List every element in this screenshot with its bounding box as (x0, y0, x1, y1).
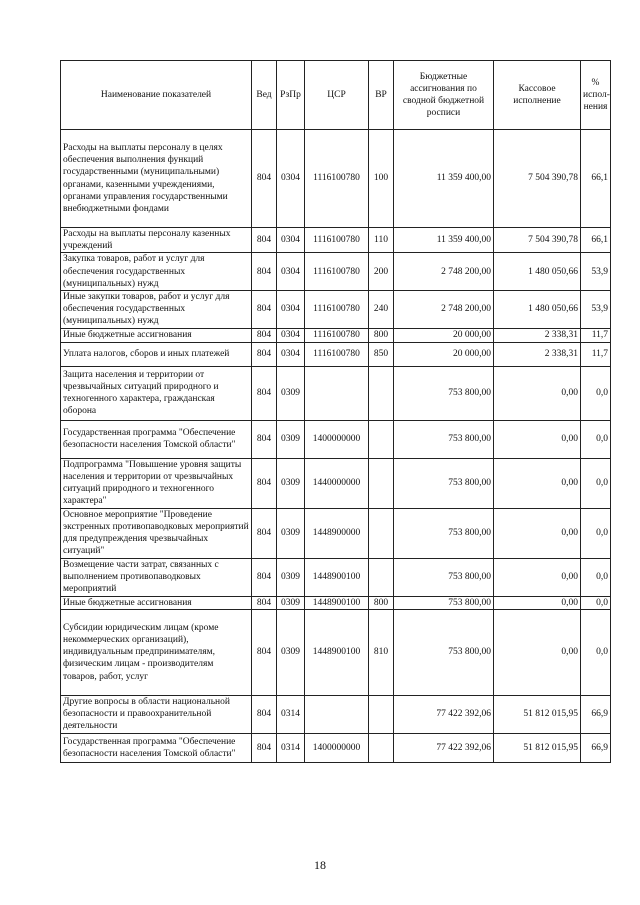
table-body (61, 130, 611, 763)
cash-cell: 51 812 015,95 (494, 695, 581, 733)
ved-cell: 804 (252, 253, 277, 291)
header-name: Наименование показателей (61, 61, 252, 130)
percent-cell: 0,0 (581, 366, 611, 420)
csr-cell (305, 366, 369, 420)
header-percent: % испол-нения (581, 61, 611, 130)
name-cell: Закупка товаров, работ и услуг для обеспечения государственных (муниципальных) нужд (61, 253, 252, 291)
percent-cell: 66,9 (581, 733, 611, 762)
assignments-cell: 2 748 200,00 (394, 253, 494, 291)
table-row (61, 366, 611, 420)
csr-cell: 1448900100 (305, 558, 369, 596)
assignments-cell: 753 800,00 (394, 609, 494, 695)
vr-cell: 850 (369, 342, 394, 366)
table-row (61, 342, 611, 366)
assignments-cell: 753 800,00 (394, 420, 494, 458)
assignments-cell: 77 422 392,06 (394, 695, 494, 733)
rzpr-cell: 0309 (277, 366, 305, 420)
rzpr-cell: 0304 (277, 328, 305, 342)
table-row (61, 328, 611, 342)
name-cell: Расходы на выплаты персоналу в целях обеспечения выполнения функций государственными (муниципальными) органами, казенными учреждениями, органами управления государственными внебюджетными фондами (61, 130, 252, 228)
header-cash: Кассовое исполнение (494, 61, 581, 130)
assignments-cell: 20 000,00 (394, 328, 494, 342)
table-row (61, 733, 611, 762)
budget-execution-table (60, 60, 611, 763)
assignments-cell: 753 800,00 (394, 366, 494, 420)
ved-cell: 804 (252, 328, 277, 342)
assignments-cell: 753 800,00 (394, 596, 494, 609)
csr-cell: 1448900100 (305, 596, 369, 609)
table-row (61, 596, 611, 609)
rzpr-cell: 0309 (277, 458, 305, 508)
csr-cell: 1448900000 (305, 508, 369, 558)
cash-cell: 0,00 (494, 366, 581, 420)
rzpr-cell: 0309 (277, 508, 305, 558)
vr-cell (369, 508, 394, 558)
percent-cell: 53,9 (581, 253, 611, 291)
csr-cell: 1400000000 (305, 733, 369, 762)
page-number: 18 (314, 858, 326, 872)
table-row (61, 228, 611, 253)
cash-cell: 2 338,31 (494, 342, 581, 366)
rzpr-cell: 0309 (277, 596, 305, 609)
percent-cell: 11,7 (581, 342, 611, 366)
ved-cell: 804 (252, 420, 277, 458)
name-cell: Подпрограмма "Повышение уровня защиты населения и территории от чрезвычайных ситуаций природного и техногенного характера" (61, 458, 252, 508)
cash-cell: 2 338,31 (494, 328, 581, 342)
name-cell: Субсидии юридическим лицам (кроме некоммерческих организаций), индивидуальным предпринимателям, физическим лицам - производителям товаров, работ, услуг (61, 609, 252, 695)
table-row (61, 508, 611, 558)
vr-cell (369, 733, 394, 762)
name-cell: Возмещение части затрат, связанных с выполнением противопаводковых мероприятий (61, 558, 252, 596)
header-csr: ЦСР (305, 61, 369, 130)
percent-cell: 0,0 (581, 609, 611, 695)
assignments-cell: 753 800,00 (394, 458, 494, 508)
percent-cell: 66,1 (581, 130, 611, 228)
assignments-cell: 2 748 200,00 (394, 291, 494, 329)
name-cell: Другие вопросы в области национальной безопасности и правоохранительной деятельности (61, 695, 252, 733)
vr-cell: 810 (369, 609, 394, 695)
name-cell: Основное мероприятие "Проведение экстренных противопаводковых мероприятий для предупреждения чрезвычайных ситуаций" (61, 508, 252, 558)
name-cell: Защита населения и территории от чрезвычайных ситуаций природного и техногенного характера, гражданская оборона (61, 366, 252, 420)
rzpr-cell: 0314 (277, 733, 305, 762)
name-cell: Государственная программа "Обеспечение безопасности населения Томской области" (61, 420, 252, 458)
vr-cell: 200 (369, 253, 394, 291)
ved-cell: 804 (252, 130, 277, 228)
ved-cell: 804 (252, 291, 277, 329)
csr-cell: 1116100780 (305, 228, 369, 253)
percent-cell: 0,0 (581, 508, 611, 558)
table-row (61, 130, 611, 228)
vr-cell (369, 695, 394, 733)
vr-cell (369, 558, 394, 596)
csr-cell: 1400000000 (305, 420, 369, 458)
csr-cell: 1448900100 (305, 609, 369, 695)
csr-cell: 1116100780 (305, 253, 369, 291)
rzpr-cell: 0309 (277, 558, 305, 596)
header-assignments: Бюджетные ассигнования по сводной бюджетной росписи (394, 61, 494, 130)
table-header-row (61, 61, 611, 130)
table-row (61, 695, 611, 733)
cash-cell: 7 504 390,78 (494, 130, 581, 228)
vr-cell: 240 (369, 291, 394, 329)
rzpr-cell: 0304 (277, 130, 305, 228)
table-row (61, 420, 611, 458)
table-row (61, 253, 611, 291)
rzpr-cell: 0304 (277, 291, 305, 329)
csr-cell: 1116100780 (305, 342, 369, 366)
ved-cell: 804 (252, 733, 277, 762)
percent-cell: 66,9 (581, 695, 611, 733)
percent-cell: 0,0 (581, 596, 611, 609)
assignments-cell: 11 359 400,00 (394, 228, 494, 253)
vr-cell (369, 458, 394, 508)
assignments-cell: 11 359 400,00 (394, 130, 494, 228)
ved-cell: 804 (252, 508, 277, 558)
cash-cell: 1 480 050,66 (494, 253, 581, 291)
vr-cell: 800 (369, 328, 394, 342)
ved-cell: 804 (252, 458, 277, 508)
csr-cell: 1116100780 (305, 328, 369, 342)
rzpr-cell: 0314 (277, 695, 305, 733)
assignments-cell: 753 800,00 (394, 558, 494, 596)
assignments-cell: 753 800,00 (394, 508, 494, 558)
csr-cell: 1116100780 (305, 130, 369, 228)
table-row (61, 558, 611, 596)
assignments-cell: 77 422 392,06 (394, 733, 494, 762)
vr-cell: 800 (369, 596, 394, 609)
percent-cell: 0,0 (581, 558, 611, 596)
table-row (61, 291, 611, 329)
cash-cell: 0,00 (494, 558, 581, 596)
percent-cell: 0,0 (581, 458, 611, 508)
vr-cell (369, 420, 394, 458)
ved-cell: 804 (252, 596, 277, 609)
cash-cell: 0,00 (494, 596, 581, 609)
table-row (61, 458, 611, 508)
name-cell: Иные закупки товаров, работ и услуг для обеспечения государственных (муниципальных) нужд (61, 291, 252, 329)
ved-cell: 804 (252, 342, 277, 366)
name-cell: Государственная программа "Обеспечение безопасности населения Томской области" (61, 733, 252, 762)
vr-cell (369, 366, 394, 420)
cash-cell: 0,00 (494, 609, 581, 695)
ved-cell: 804 (252, 695, 277, 733)
ved-cell: 804 (252, 366, 277, 420)
table-row (61, 609, 611, 695)
vr-cell: 100 (369, 130, 394, 228)
assignments-cell: 20 000,00 (394, 342, 494, 366)
csr-cell (305, 695, 369, 733)
cash-cell: 1 480 050,66 (494, 291, 581, 329)
name-cell: Расходы на выплаты персоналу казенных учреждений (61, 228, 252, 253)
header-rzpr: РзПр (277, 61, 305, 130)
percent-cell: 0,0 (581, 420, 611, 458)
csr-cell: 1440000000 (305, 458, 369, 508)
rzpr-cell: 0304 (277, 342, 305, 366)
cash-cell: 0,00 (494, 420, 581, 458)
cash-cell: 0,00 (494, 458, 581, 508)
percent-cell: 11,7 (581, 328, 611, 342)
ved-cell: 804 (252, 228, 277, 253)
name-cell: Иные бюджетные ассигнования (61, 596, 252, 609)
percent-cell: 53,9 (581, 291, 611, 329)
rzpr-cell: 0304 (277, 253, 305, 291)
cash-cell: 51 812 015,95 (494, 733, 581, 762)
header-vr: ВР (369, 61, 394, 130)
ved-cell: 804 (252, 609, 277, 695)
rzpr-cell: 0304 (277, 228, 305, 253)
ved-cell: 804 (252, 558, 277, 596)
vr-cell: 110 (369, 228, 394, 253)
name-cell: Иные бюджетные ассигнования (61, 328, 252, 342)
cash-cell: 7 504 390,78 (494, 228, 581, 253)
cash-cell: 0,00 (494, 508, 581, 558)
percent-cell: 66,1 (581, 228, 611, 253)
rzpr-cell: 0309 (277, 609, 305, 695)
header-ved: Вед (252, 61, 277, 130)
name-cell: Уплата налогов, сборов и иных платежей (61, 342, 252, 366)
rzpr-cell: 0309 (277, 420, 305, 458)
csr-cell: 1116100780 (305, 291, 369, 329)
